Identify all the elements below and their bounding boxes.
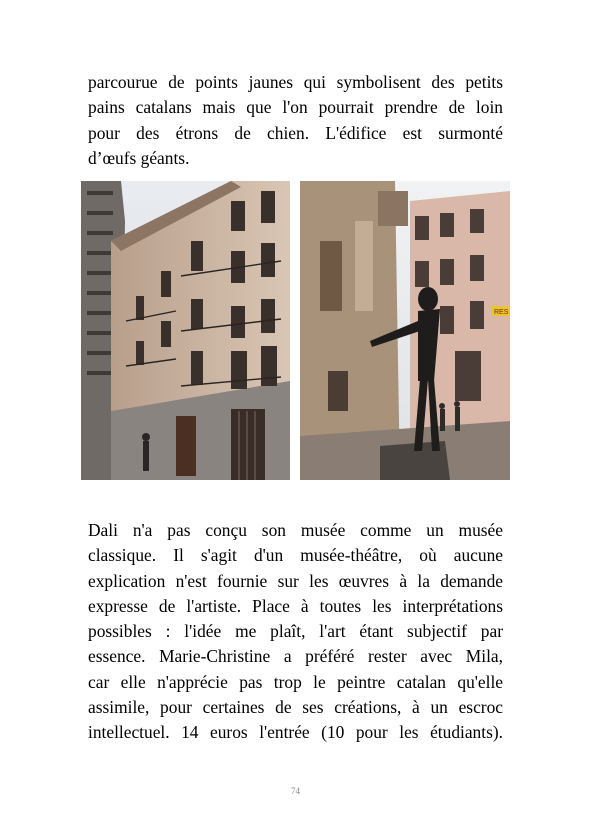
text-line: essence. Marie-Christine a préféré rester avec Mila, xyxy=(88,646,503,667)
paragraph-1 xyxy=(88,70,503,171)
text-line: parcourue de points jaunes qui symbolisent des petits xyxy=(88,72,503,92)
text-line: intellectuel. 14 euros l'entrée (10 pour les étudiants). xyxy=(88,722,503,743)
photo-sculpture-street xyxy=(300,181,510,480)
text-line: Dali n'a pas conçu son musée comme un musée xyxy=(88,520,503,540)
text-line: car elle n'apprécie pas trop le peintre catalan qu'elle xyxy=(88,671,503,692)
text-line: pour des étrons de chien. L'édifice est surmonté xyxy=(88,122,503,143)
text-line: explication n'est fournie sur les œuvres à la demande xyxy=(88,570,503,591)
paragraph-2 xyxy=(88,518,503,746)
photo-building-facade xyxy=(81,181,290,480)
text-line: d’œufs géants. xyxy=(88,147,190,168)
text-line: pains catalans mais que l'on pourrait prendre de loin xyxy=(88,97,503,118)
text-line: possibles : l'idée me plaît, l'art étant subjectif par xyxy=(88,621,503,642)
text-line: expresse de l'artiste. Place à toutes les interprétations xyxy=(88,595,503,616)
text-line: assimile, pour certaines de ses créations, à un escroc xyxy=(88,697,503,718)
text-line: classique. Il s'agit d'un musée-théâtre, où aucune xyxy=(88,545,503,566)
sign-text: RES xyxy=(494,309,509,316)
page-number: 74 xyxy=(291,786,300,796)
